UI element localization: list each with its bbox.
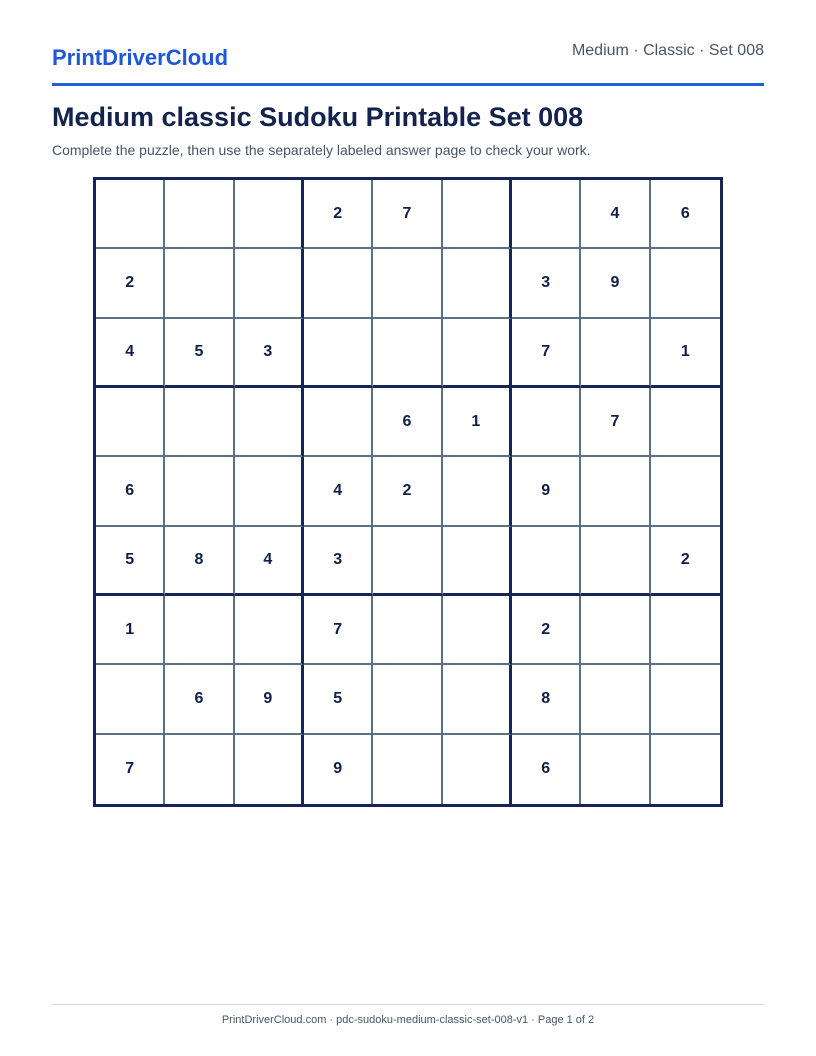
sudoku-cell-r4-c3[interactable] bbox=[235, 388, 304, 457]
sudoku-cell-r8-c6[interactable] bbox=[443, 665, 512, 734]
sudoku-cell-r1-c4[interactable]: 2 bbox=[304, 180, 373, 249]
sudoku-cell-r3-c4[interactable] bbox=[304, 319, 373, 388]
sudoku-cell-r2-c4[interactable] bbox=[304, 249, 373, 318]
sudoku-cell-r5-c5[interactable]: 2 bbox=[373, 457, 442, 526]
sudoku-cell-r1-c8[interactable]: 4 bbox=[581, 180, 650, 249]
sudoku-cell-r4-c8[interactable]: 7 bbox=[581, 388, 650, 457]
sudoku-cell-r1-c5[interactable]: 7 bbox=[373, 180, 442, 249]
sudoku-cell-r2-c1[interactable]: 2 bbox=[96, 249, 165, 318]
sudoku-cell-r6-c9[interactable]: 2 bbox=[651, 527, 720, 596]
page-title: Medium classic Sudoku Printable Set 008 bbox=[52, 102, 584, 132]
sudoku-cell-r8-c2[interactable]: 6 bbox=[165, 665, 234, 734]
header-divider bbox=[52, 83, 764, 86]
sudoku-cell-r3-c1[interactable]: 4 bbox=[96, 319, 165, 388]
sudoku-cell-r7-c1[interactable]: 1 bbox=[96, 596, 165, 665]
sudoku-cell-r3-c7[interactable]: 7 bbox=[512, 319, 581, 388]
sudoku-cell-r5-c1[interactable]: 6 bbox=[96, 457, 165, 526]
sudoku-cell-r7-c5[interactable] bbox=[373, 596, 442, 665]
sudoku-cell-r3-c9[interactable]: 1 bbox=[651, 319, 720, 388]
sudoku-cell-r5-c8[interactable] bbox=[581, 457, 650, 526]
sudoku-cell-r4-c1[interactable] bbox=[96, 388, 165, 457]
brand-logo[interactable]: PrintDriverCloud bbox=[52, 45, 229, 70]
sudoku-cell-r1-c9[interactable]: 6 bbox=[651, 180, 720, 249]
sudoku-cell-r1-c1[interactable] bbox=[96, 180, 165, 249]
sudoku-cell-r3-c8[interactable] bbox=[581, 319, 650, 388]
sudoku-cell-r8-c3[interactable]: 9 bbox=[235, 665, 304, 734]
sudoku-cell-r8-c7[interactable]: 8 bbox=[512, 665, 581, 734]
sudoku-cell-r4-c6[interactable]: 1 bbox=[443, 388, 512, 457]
sudoku-cell-r6-c8[interactable] bbox=[581, 527, 650, 596]
sudoku-cell-r4-c7[interactable] bbox=[512, 388, 581, 457]
sudoku-cell-r7-c7[interactable]: 2 bbox=[512, 596, 581, 665]
sudoku-cell-r3-c2[interactable]: 5 bbox=[165, 319, 234, 388]
sudoku-cell-r9-c4[interactable]: 9 bbox=[304, 735, 373, 804]
sudoku-cell-r8-c5[interactable] bbox=[373, 665, 442, 734]
sudoku-cell-r5-c3[interactable] bbox=[235, 457, 304, 526]
sudoku-cell-r9-c3[interactable] bbox=[235, 735, 304, 804]
sudoku-cell-r3-c3[interactable]: 3 bbox=[235, 319, 304, 388]
sudoku-cell-r9-c1[interactable]: 7 bbox=[96, 735, 165, 804]
sudoku-cell-r6-c2[interactable]: 8 bbox=[165, 527, 234, 596]
sudoku-cell-r2-c8[interactable]: 9 bbox=[581, 249, 650, 318]
sudoku-grid bbox=[93, 177, 723, 807]
puzzle-meta: Medium · Classic · Set 008 bbox=[571, 42, 764, 59]
page-header bbox=[52, 30, 764, 86]
sudoku-cell-r4-c9[interactable] bbox=[651, 388, 720, 457]
sudoku-cell-r2-c2[interactable] bbox=[165, 249, 234, 318]
page-footer: PrintDriverCloud.com · pdc-sudoku-medium-classic-set-008-v1 · Page 1 of 2 bbox=[221, 1014, 595, 1026]
sudoku-cell-r5-c6[interactable] bbox=[443, 457, 512, 526]
sudoku-cell-r7-c2[interactable] bbox=[165, 596, 234, 665]
sudoku-cell-r9-c6[interactable] bbox=[443, 735, 512, 804]
sudoku-cell-r6-c1[interactable]: 5 bbox=[96, 527, 165, 596]
sudoku-cell-r6-c5[interactable] bbox=[373, 527, 442, 596]
footer-divider bbox=[52, 1004, 764, 1005]
sudoku-cell-r6-c4[interactable]: 3 bbox=[304, 527, 373, 596]
sudoku-cell-r9-c7[interactable]: 6 bbox=[512, 735, 581, 804]
sudoku-cell-r9-c2[interactable] bbox=[165, 735, 234, 804]
sudoku-cell-r6-c3[interactable]: 4 bbox=[235, 527, 304, 596]
sudoku-cell-r9-c5[interactable] bbox=[373, 735, 442, 804]
sudoku-cell-r2-c7[interactable]: 3 bbox=[512, 249, 581, 318]
sudoku-cell-r5-c9[interactable] bbox=[651, 457, 720, 526]
sudoku-cell-r5-c4[interactable]: 4 bbox=[304, 457, 373, 526]
sudoku-cell-r8-c1[interactable] bbox=[96, 665, 165, 734]
sudoku-cell-r6-c7[interactable] bbox=[512, 527, 581, 596]
sudoku-cell-r2-c5[interactable] bbox=[373, 249, 442, 318]
sudoku-cell-r7-c8[interactable] bbox=[581, 596, 650, 665]
sudoku-cell-r3-c5[interactable] bbox=[373, 319, 442, 388]
sudoku-cell-r7-c9[interactable] bbox=[651, 596, 720, 665]
sudoku-cell-r2-c9[interactable] bbox=[651, 249, 720, 318]
sudoku-cell-r1-c2[interactable] bbox=[165, 180, 234, 249]
sudoku-cell-r2-c3[interactable] bbox=[235, 249, 304, 318]
sudoku-cell-r9-c9[interactable] bbox=[651, 735, 720, 804]
sudoku-cell-r3-c6[interactable] bbox=[443, 319, 512, 388]
sudoku-cell-r6-c6[interactable] bbox=[443, 527, 512, 596]
sudoku-cell-r7-c6[interactable] bbox=[443, 596, 512, 665]
sudoku-cell-r5-c7[interactable]: 9 bbox=[512, 457, 581, 526]
sudoku-cell-r5-c2[interactable] bbox=[165, 457, 234, 526]
sudoku-cell-r8-c8[interactable] bbox=[581, 665, 650, 734]
sudoku-cell-r4-c2[interactable] bbox=[165, 388, 234, 457]
sudoku-cell-r7-c4[interactable]: 7 bbox=[304, 596, 373, 665]
sudoku-cell-r2-c6[interactable] bbox=[443, 249, 512, 318]
sudoku-cell-r9-c8[interactable] bbox=[581, 735, 650, 804]
sudoku-cell-r7-c3[interactable] bbox=[235, 596, 304, 665]
sudoku-cell-r8-c9[interactable] bbox=[651, 665, 720, 734]
sudoku-cell-r1-c7[interactable] bbox=[512, 180, 581, 249]
sudoku-cell-r1-c6[interactable] bbox=[443, 180, 512, 249]
sudoku-cell-r4-c4[interactable] bbox=[304, 388, 373, 457]
sudoku-cell-r1-c3[interactable] bbox=[235, 180, 304, 249]
sudoku-cell-r4-c5[interactable]: 6 bbox=[373, 388, 442, 457]
sudoku-cell-r8-c4[interactable]: 5 bbox=[304, 665, 373, 734]
page-subtitle: Complete the puzzle, then use the separately labeled answer page to check your work. bbox=[52, 142, 591, 158]
